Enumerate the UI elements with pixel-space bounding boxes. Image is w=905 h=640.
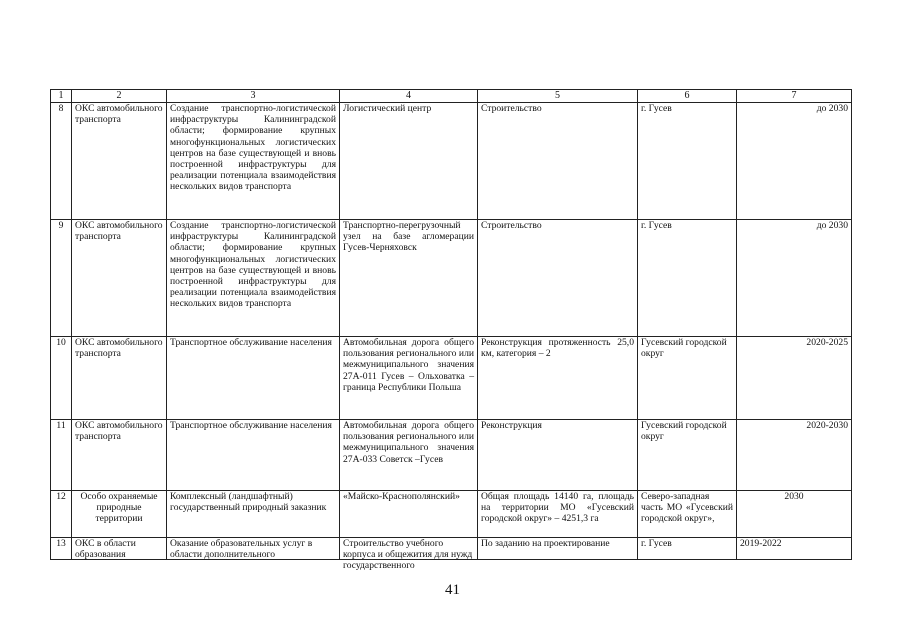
object-purpose: Транспортное обслуживание населения (167, 420, 340, 491)
object-purpose: Создание транспортно-логистической инфраструктуры Калининградской области; формирование крупных многофункциональных логистических центров на базе существующей и вновь построенной инфраструктуры для реализации потенциала взаимодействия нескольких видов транспорта (167, 103, 340, 220)
planning-table (50, 89, 852, 572)
object-name: Автомобильная дорога общего пользования регионального или межмуниципального значения 27А-033 Советск –Гусев (340, 420, 478, 491)
object-location: Северо-западная часть МО «Гусевский городской округ», (638, 491, 737, 538)
table-row (51, 337, 852, 420)
object-term: до 2030 (737, 103, 852, 220)
header-col-6: 6 (638, 90, 737, 103)
object-type: ОКС автомобильного транспорта (72, 337, 167, 420)
object-name: Строительство учебного корпуса и общежития для нужд государственного (340, 538, 478, 560)
object-location: Гусевский городской округ (638, 337, 737, 420)
header-col-2: 2 (72, 90, 167, 103)
table-row (51, 420, 852, 491)
row-number: 13 (51, 538, 72, 560)
object-purpose: Комплексный (ландшафтный) государственный природный заказник (167, 491, 340, 538)
header-col-3: 3 (167, 90, 340, 103)
object-type: ОКС автомобильного транспорта (72, 220, 167, 337)
object-name: Транспортно-перегрузочный узел на базе агломерации Гусев-Черняховск (340, 220, 478, 337)
object-purpose: Транспортное обслуживание населения (167, 337, 340, 420)
object-name: Автомобильная дорога общего пользования регионального или межмуниципального значения 27А-011 Гусев – Ольховатка – граница Республики Польша (340, 337, 478, 420)
object-location: г. Гусев (638, 103, 737, 220)
row-number: 10 (51, 337, 72, 420)
object-purpose: Оказание образовательных услуг в области дополнительного (167, 538, 340, 560)
object-term: 2030 (737, 491, 852, 538)
row-number: 8 (51, 103, 72, 220)
object-type: ОКС автомобильного транспорта (72, 420, 167, 491)
object-type: ОКС автомобильного транспорта (72, 103, 167, 220)
table-row (51, 220, 852, 337)
header-col-1: 1 (51, 90, 72, 103)
header-col-5: 5 (478, 90, 638, 103)
object-characteristics: Общая площадь 14140 га, площадь на территории МО «Гусевский городской округ» – 4251,3 га (478, 491, 638, 538)
object-characteristics: Строительство (478, 103, 638, 220)
header-col-7: 7 (737, 90, 852, 103)
object-name: «Майско-Краснополянский» (340, 491, 478, 538)
row-number: 12 (51, 491, 72, 538)
object-characteristics: По заданию на проектирование (478, 538, 638, 560)
object-type: Особо охраняемые природные территории (72, 491, 167, 538)
object-term: 2020-2030 (737, 420, 852, 491)
object-name: Логистический центр (340, 103, 478, 220)
object-term: 2020-2025 (737, 337, 852, 420)
object-location: г. Гусев (638, 220, 737, 337)
object-characteristics: Строительство (478, 220, 638, 337)
row-number: 11 (51, 420, 72, 491)
object-term: 2019-2022 (737, 538, 852, 560)
header-row (51, 90, 852, 103)
object-type: ОКС в области образования (72, 538, 167, 560)
row-number: 9 (51, 220, 72, 337)
object-location: Гусевский городской округ (638, 420, 737, 491)
object-location: г. Гусев (638, 538, 737, 560)
table-row (51, 538, 852, 560)
page-number: 41 (445, 582, 460, 598)
object-characteristics: Реконструкция протяженность 25,0 км, категория – 2 (478, 337, 638, 420)
table-row (51, 103, 852, 220)
header-col-4: 4 (340, 90, 478, 103)
table-row (51, 491, 852, 538)
object-term: до 2030 (737, 220, 852, 337)
object-purpose: Создание транспортно-логистической инфраструктуры Калининградской области; формирование крупных многофункциональных логистических центров на базе существующей и вновь построенной инфраструктуры для реализации потенциала взаимодействия нескольких видов транспорта (167, 220, 340, 337)
object-characteristics: Реконструкция (478, 420, 638, 491)
